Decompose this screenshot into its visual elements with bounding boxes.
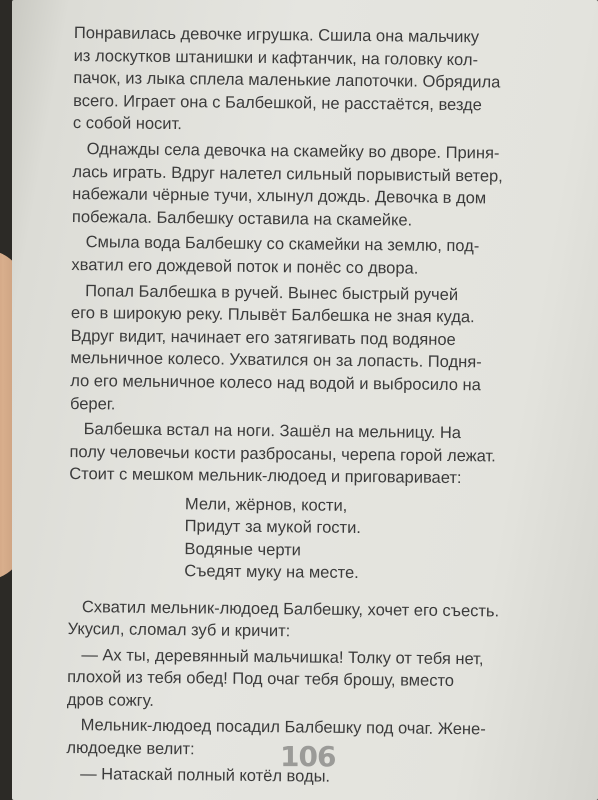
text-line: — Натаскай полный котёл воды. bbox=[80, 764, 331, 786]
text-line: Схватил мельник-людоед Балбешку, хочет его съесть. bbox=[81, 597, 500, 620]
text-line: — Ах ты, деревянный мальчишка! Толку от тебя нет, bbox=[81, 645, 484, 669]
paragraph bbox=[70, 280, 569, 421]
text-line: Понравилась девочке игрушка. Сшила она мальчику bbox=[73, 23, 480, 47]
text-line: Попал Балбешка в ручей. Вынес быстрый ручей bbox=[85, 281, 459, 304]
text-line: мельничное колесо. Ухватился он за лопасть. Подня- bbox=[70, 349, 482, 372]
text-line: Смыла вода Балбешку со скамейки на землю, под- bbox=[85, 233, 480, 256]
text-line: Укусил, сломал зуб и кричит: bbox=[67, 620, 291, 641]
text-line: всего. Играет она с Балбешкой, не расстаётся, везде bbox=[73, 91, 482, 115]
text-line: хватил его дождевой поток и понёс со двора. bbox=[71, 255, 419, 278]
text-line: дров сожгу. bbox=[66, 690, 154, 710]
text-line: Вдруг видит, начинает его затягивать под водяное bbox=[70, 326, 456, 349]
poem-line: Водяные черти bbox=[184, 539, 302, 560]
text-line: с собой носит. bbox=[72, 114, 182, 134]
paragraph bbox=[68, 595, 566, 645]
story-part-1 bbox=[69, 22, 572, 491]
text-line: лась играть. Вдруг налетел сильный порывистый ветер, bbox=[72, 162, 503, 186]
paragraph bbox=[67, 644, 566, 717]
text-line: его в широкую реку. Плывёт Балбешка не зная куда. bbox=[70, 304, 475, 327]
text-line: людоедке велит: bbox=[66, 739, 195, 759]
text-line: набежали чёрные тучи, хлынул дождь. Девочка в дом bbox=[72, 185, 487, 208]
text-line: плохой из тебя обед! Под очаг тебя брошу, вместо bbox=[67, 668, 455, 691]
text-line: ло его мельничное колесо над водой и выбросило на bbox=[70, 371, 481, 395]
text-line: Стоит с мешком мельник-людоед и приговаривает: bbox=[69, 465, 462, 488]
poem bbox=[184, 493, 567, 587]
page-text bbox=[66, 22, 572, 793]
paragraph bbox=[69, 418, 568, 491]
paragraph bbox=[73, 22, 572, 140]
text-line: из лоскутков штанишки и кафтанчик, на головку кол- bbox=[73, 46, 479, 69]
page-number: 106 bbox=[280, 740, 336, 773]
book-page bbox=[12, 0, 598, 800]
text-line: Мельник-людоед посадил Балбешку под очаг. Жене- bbox=[80, 716, 486, 739]
poem-line: Придут за мукой гости. bbox=[184, 517, 362, 538]
paragraph bbox=[71, 231, 569, 281]
poem-line: Мели, жёрнов, кости, bbox=[184, 495, 348, 515]
text-line: побежала. Балбешку оставила на скамейке. bbox=[71, 207, 413, 230]
text-line: берег. bbox=[69, 394, 116, 413]
paragraph bbox=[72, 138, 571, 234]
text-line: полу человечьи кости разбросаны, черепа горой лежат. bbox=[69, 442, 496, 466]
text-line: пачок, из лыка сплела маленькие лапоточки. Обрядила bbox=[73, 69, 501, 92]
text-line: Однажды села девочка на скамейку во дворе. Приня- bbox=[86, 140, 500, 163]
poem-line: Съедят муку на месте. bbox=[184, 562, 359, 583]
text-line: Балбешка встал на ноги. Зашёл на мельницу. На bbox=[83, 420, 462, 443]
